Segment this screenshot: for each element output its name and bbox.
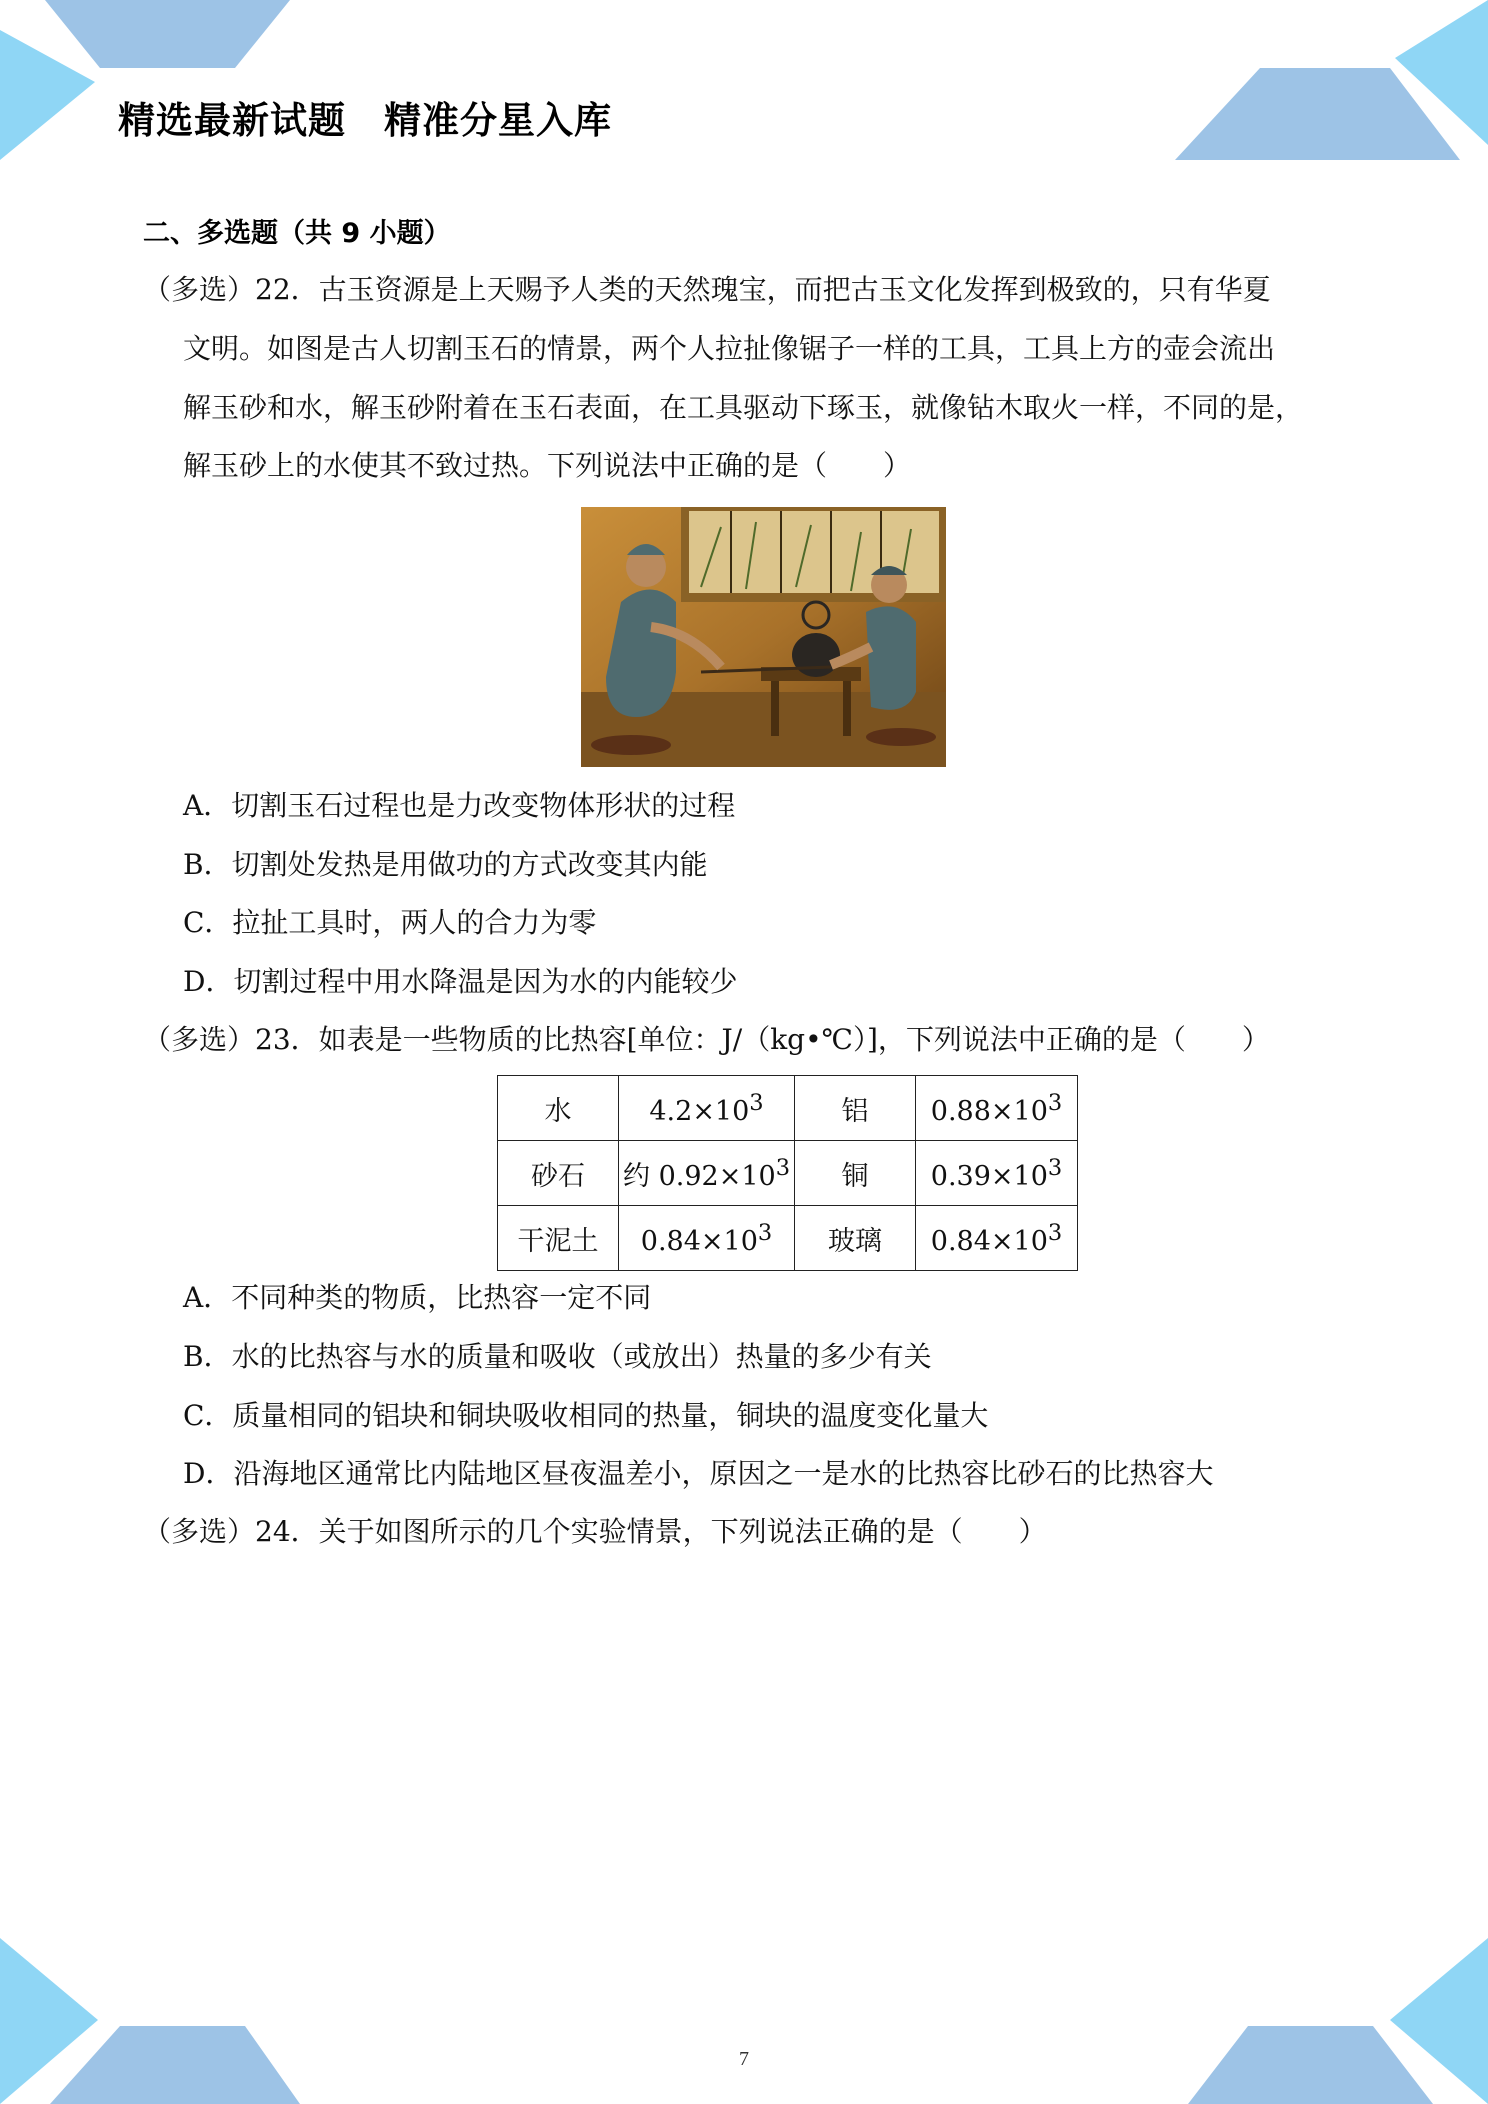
page-number: 7 [739, 2048, 749, 2070]
table-row [498, 1206, 1078, 1271]
question-23-option-c[interactable]: C．质量相同的铝块和铜块吸收相同的热量，铜块的温度变化量大 [183, 1399, 989, 1432]
question-22-stem-line-1: （多选）22．古玉资源是上天赐予人类的天然瑰宝，而把古玉文化发挥到极致的，只有华夏 [143, 273, 1271, 306]
material-name: 干泥土 [498, 1206, 619, 1271]
heat-value: $4.2\times 10^3$ [619, 1076, 795, 1141]
question-22-option-a[interactable]: A．切割玉石过程也是力改变物体形状的过程 [183, 789, 736, 822]
section-title: 二、多选题（共 9 小题） [143, 218, 451, 249]
heat-value: $0.84\times 10^3$ [916, 1206, 1078, 1271]
material-name: 铝 [795, 1076, 916, 1141]
question-22-option-b[interactable]: B．切割处发热是用做功的方式改变其内能 [183, 848, 708, 881]
top-right-decoration [1170, 0, 1488, 165]
specific-heat-table [497, 1075, 1078, 1271]
heat-value: $0.39\times 10^3$ [916, 1141, 1078, 1206]
heat-value: $0.84\times 10^3$ [619, 1206, 795, 1271]
exponent: 3 [757, 1219, 773, 1246]
material-name: 水 [498, 1076, 619, 1141]
material-name: 砂石 [498, 1141, 619, 1206]
question-22-stem-line-4: 解玉砂上的水使其不致过热。下列说法中正确的是（ ） [183, 449, 912, 482]
exponent: 3 [1047, 1154, 1063, 1181]
question-23-stem: （多选）23．如表是一些物质的比热容[单位：J/（kg•℃）]，下列说法中正确的是（ ） [143, 1023, 1270, 1056]
exponent: 3 [1047, 1089, 1063, 1116]
heat-value: $0.88\times 10^3$ [916, 1076, 1078, 1141]
bottom-left-decoration [0, 1930, 320, 2104]
question-24-stem: （多选）24．关于如图所示的几个实验情景，下列说法正确的是（ ） [143, 1515, 1047, 1548]
bottom-right-decoration [1168, 1930, 1488, 2104]
heat-value: 约 $0.92\times 10^3$ [619, 1141, 795, 1206]
question-22-option-c[interactable]: C．拉扯工具时，两人的合力为零 [183, 906, 597, 939]
question-22-stem-line-3: 解玉砂和水，解玉砂附着在玉石表面，在工具驱动下琢玉，就像钻木取火一样，不同的是， [183, 391, 1304, 424]
question-23-option-d[interactable]: D．沿海地区通常比内陆地区昼夜温差小，原因之一是水的比热容比砂石的比热容大 [183, 1457, 1214, 1490]
question-22-stem-line-2: 文明。如图是古人切割玉石的情景，两个人拉扯像锯子一样的工具，工具上方的壶会流出 [183, 332, 1276, 365]
top-left-decoration [0, 0, 300, 170]
exponent: 3 [775, 1154, 791, 1181]
question-23-option-b[interactable]: B．水的比热容与水的质量和吸收（或放出）热量的多少有关 [183, 1340, 932, 1373]
table-row [498, 1141, 1078, 1206]
exponent: 3 [749, 1089, 764, 1116]
header-title: 精选最新试题 精准分星入库 [118, 99, 612, 142]
jade-cutting-illustration [581, 507, 946, 767]
question-22-option-d[interactable]: D．切割过程中用水降温是因为水的内能较少 [183, 965, 738, 998]
material-name: 铜 [795, 1141, 916, 1206]
question-23-option-a[interactable]: A．不同种类的物质，比热容一定不同 [183, 1281, 652, 1314]
exponent: 3 [1047, 1219, 1063, 1246]
material-name: 玻璃 [795, 1206, 916, 1271]
table-row [498, 1076, 1078, 1141]
